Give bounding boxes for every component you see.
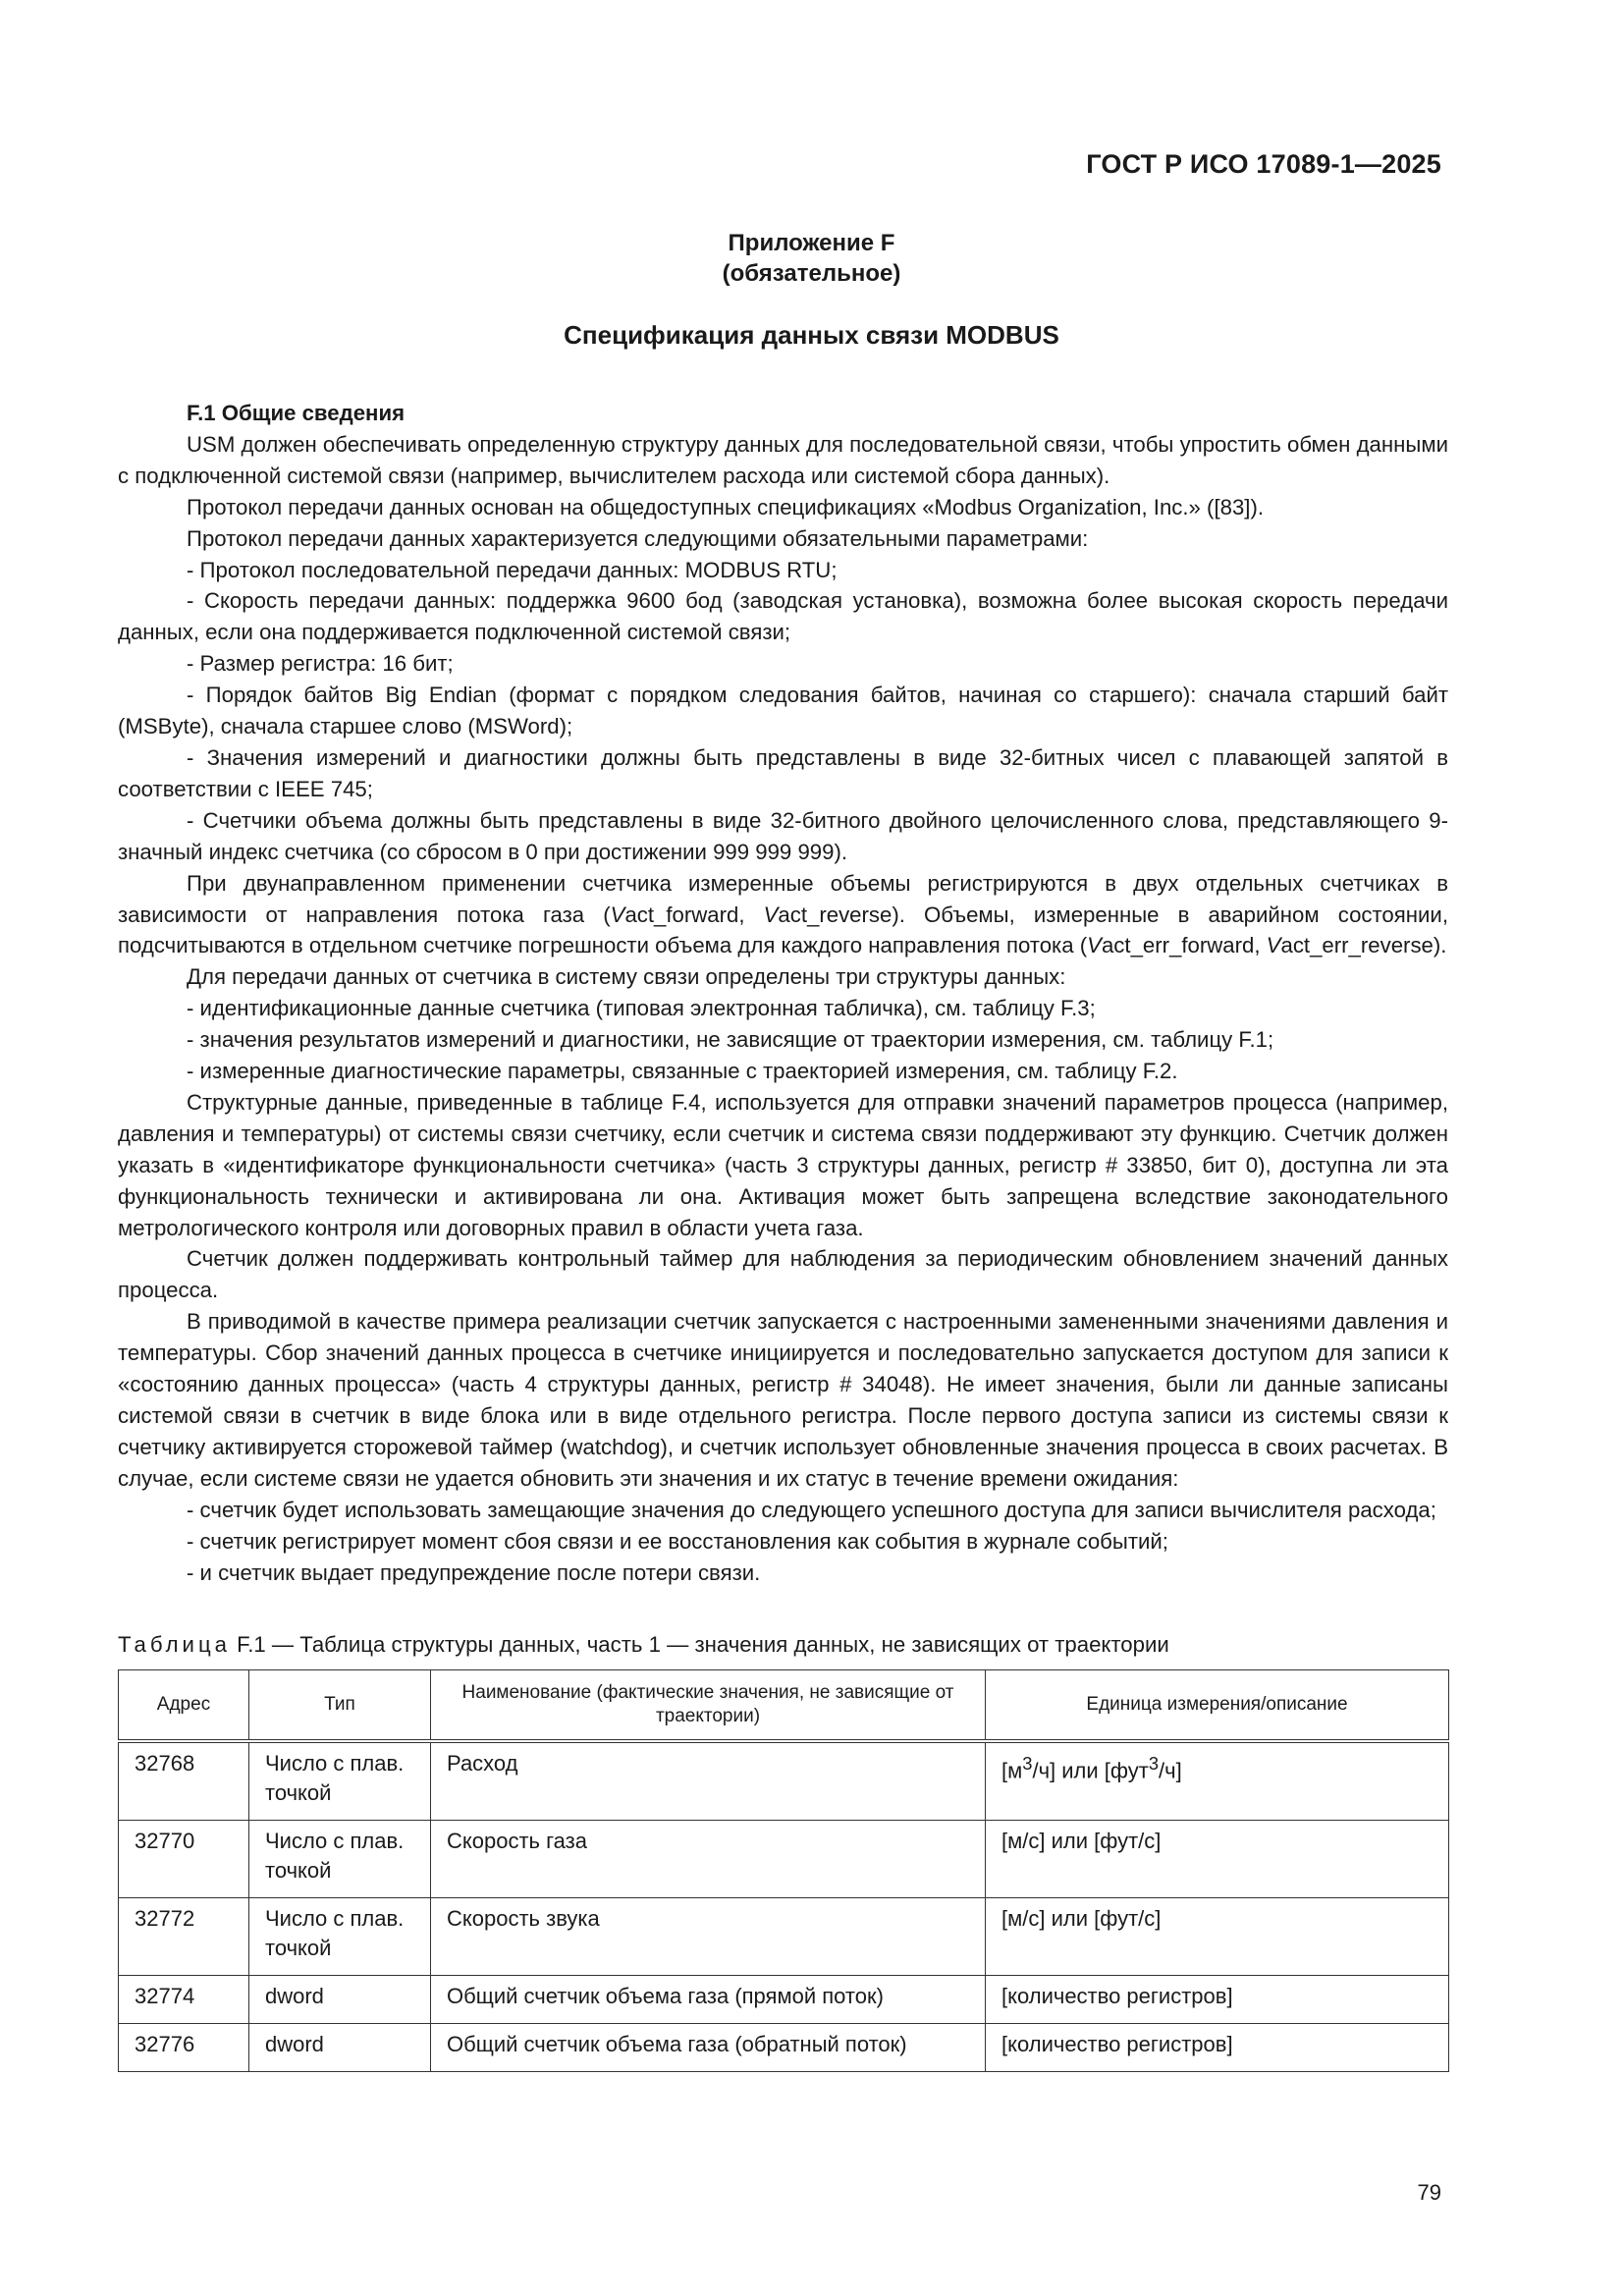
page-number: 79: [1417, 2180, 1441, 2205]
list-item: - Скорость передачи данных: поддержка 9600 бод (заводская установка), возможна более высокая скорость передачи данных, если она поддерживается подключенной системой связи;: [118, 588, 1448, 645]
symbol-v: V: [610, 902, 625, 927]
annex-heading: Спецификация данных связи MODBUS: [564, 320, 1059, 350]
column-header-unit: Единица измерения/описание: [986, 1670, 1449, 1742]
paragraph: Счетчик должен поддерживать контрольный таймер для наблюдения за периодическим обновлением значений данных процесса.: [118, 1246, 1448, 1303]
column-header-name: Наименование (фактические значения, не зависящие от траектории): [431, 1670, 986, 1742]
list-item: - измеренные диагностические параметры, связанные с траекторией измерения, см. таблицу F.2.: [187, 1059, 1178, 1084]
cell-address: 32776: [119, 2024, 249, 2072]
cell-unit: [м/с] или [фут/с]: [986, 1898, 1449, 1976]
table-row: [119, 2024, 1449, 2072]
body-text: [118, 398, 1448, 1588]
list-item: - Протокол последовательной передачи данных: MODBUS RTU;: [187, 557, 838, 582]
list-item: - счетчик будет использовать замещающие значения до следующего успешного доступа для записи вычислителя расхода;: [187, 1497, 1436, 1522]
unit-superscript: 3: [1022, 1753, 1033, 1774]
table-row: [119, 1976, 1449, 2024]
paragraph: В приводимой в качестве примера реализации счетчик запускается с настроенными замененными значениями давления и температуры. Сбор значений данных процесса в счетчике инициируется и последовательно запускается доступом для записи к «состоянию данных процесса» (часть 4 структуры данных, регистр # 34048). Не имеет значения, были ли данные записаны системой связи в счетчик в виде блока или в виде отдельного регистра. После первого доступа записи из системы связи к счетчику активируется сторожевой таймер (watchdog), и счетчик использует обновленные значения процесса в своих расчетах. В случае, если системе связи не удается обновить эти значения и их статус в течение времени ожидания:: [118, 1309, 1448, 1491]
paragraph: Протокол передачи данных основан на общедоступных спецификациях «Modbus Organization, Inc.» ([83]).: [187, 494, 1265, 519]
cell-name: Скорость газа: [431, 1821, 986, 1898]
cell-address: 32774: [119, 1976, 249, 2024]
symbol-v: V: [1087, 933, 1102, 958]
table-header-row: [119, 1670, 1449, 1742]
cell-unit: [м/с] или [фут/с]: [986, 1821, 1449, 1898]
cell-unit: [986, 1741, 1449, 1821]
cell-type: dword: [249, 1976, 431, 2024]
cell-name: Скорость звука: [431, 1898, 986, 1976]
table-caption: [118, 1630, 1448, 1660]
cell-type: Число с плав. точкой: [249, 1821, 431, 1898]
cell-unit: [количество регистров]: [986, 1976, 1449, 2024]
text-run: act_err_reverse).: [1280, 933, 1447, 958]
column-header-address: Адрес: [119, 1670, 249, 1742]
list-item: - счетчик регистрирует момент сбоя связи и ее восстановления как события в журнале событий;: [187, 1528, 1168, 1554]
table-row: [119, 1741, 1449, 1821]
column-header-type: Тип: [249, 1670, 431, 1742]
list-item: - идентификационные данные счетчика (типовая электронная табличка), см. таблицу F.3;: [187, 996, 1096, 1021]
paragraph-bidirectional: [118, 868, 1448, 962]
paragraph: Структурные данные, приведенные в таблице F.4, используется для отправки значений параметров процесса (например, давления и температуры) от системы связи счетчику, если счетчик и система связи поддерживают эту функцию. Счетчик должен указать в «идентификаторе функциональности счетчика» (часть 3 структуры данных, регистр # 33850, бит 0), доступна ли эта функциональность технически и активирована ли она. Активация может быть запрещена вследствие законодательного метрологического контроля или договорных правил в области учета газа.: [118, 1089, 1448, 1240]
table-caption-text: F.1 — Таблица структуры данных, часть 1 — значения данных, не зависящих от траектории: [237, 1632, 1169, 1657]
unit-text: [м: [1001, 1758, 1023, 1783]
cell-address: 32768: [119, 1741, 249, 1821]
cell-type: Число с плав. точкой: [249, 1741, 431, 1821]
paragraph: Протокол передачи данных характеризуется следующими обязательными параметрами:: [187, 525, 1089, 551]
table-row: [119, 1821, 1449, 1898]
unit-superscript: 3: [1148, 1753, 1160, 1774]
cell-address: 32772: [119, 1898, 249, 1976]
cell-name: Общий счетчик объема газа (прямой поток): [431, 1976, 986, 2024]
list-item: - Размер регистра: 16 бит;: [187, 651, 454, 677]
table-caption-label: Таблица: [118, 1632, 231, 1657]
symbol-v: V: [1266, 933, 1281, 958]
annex-title: Приложение F: [728, 230, 895, 256]
section-heading: F.1 Общие сведения: [187, 401, 406, 425]
cell-name: Расход: [431, 1741, 986, 1821]
list-item: - Значения измерений и диагностики должны быть представлены в виде 32-битных чисел с плавающей запятой в соответствии с IEEE 745;: [118, 744, 1448, 801]
paragraph: USM должен обеспечивать определенную структуру данных для последовательной связи, чтобы упростить обмен данными с подключенной системой связи (например, вычислителем расхода или системой сбора данных).: [118, 431, 1448, 488]
text-run: act_forward,: [624, 902, 764, 927]
cell-address: 32770: [119, 1821, 249, 1898]
cell-type: Число с плав. точкой: [249, 1898, 431, 1976]
list-item: - Счетчики объема должны быть представлены в виде 32-битного двойного целочисленного слова, представляющего 9-значный индекс счетчика (со сбросом в 0 при достижении 999 999 999).: [118, 807, 1448, 864]
annex-status: (обязательное): [722, 260, 901, 287]
paragraph: Для передачи данных от счетчика в систему связи определены три структуры данных:: [187, 964, 1066, 990]
list-item: - значения результатов измерений и диагностики, не зависящие от траектории измерения, см. таблицу F.1;: [187, 1027, 1274, 1053]
unit-text: /ч]: [1159, 1758, 1182, 1783]
text-run: act_err_forward,: [1101, 933, 1267, 958]
cell-type: dword: [249, 2024, 431, 2072]
data-structure-table: [118, 1669, 1449, 2072]
text-run: При двунаправленном применении счетчика измеренные объемы регистрируются в двух отдельных счетчиках в зависимости от направления потока газа (: [118, 870, 1448, 927]
cell-unit: [количество регистров]: [986, 2024, 1449, 2072]
table-row: [119, 1898, 1449, 1976]
list-item: - Порядок байтов Big Endian (формат с порядком следования байтов, начиная со старшего): сначала старший байт (MSByte), сначала старшее слово (MSWord);: [118, 683, 1448, 739]
cell-name: Общий счетчик объема газа (обратный поток): [431, 2024, 986, 2072]
document-id: ГОСТ Р ИСО 17089-1—2025: [1086, 149, 1441, 179]
text-run: act_reverse). Объемы, измеренные в аварийном состоянии, подсчитываются в отдельном счетчике погрешности объема для каждого направления потока (: [118, 902, 1448, 958]
unit-text: /ч] или [фут: [1032, 1758, 1149, 1783]
list-item: - и счетчик выдает предупреждение после потери связи.: [187, 1559, 761, 1585]
symbol-v: V: [763, 902, 779, 927]
